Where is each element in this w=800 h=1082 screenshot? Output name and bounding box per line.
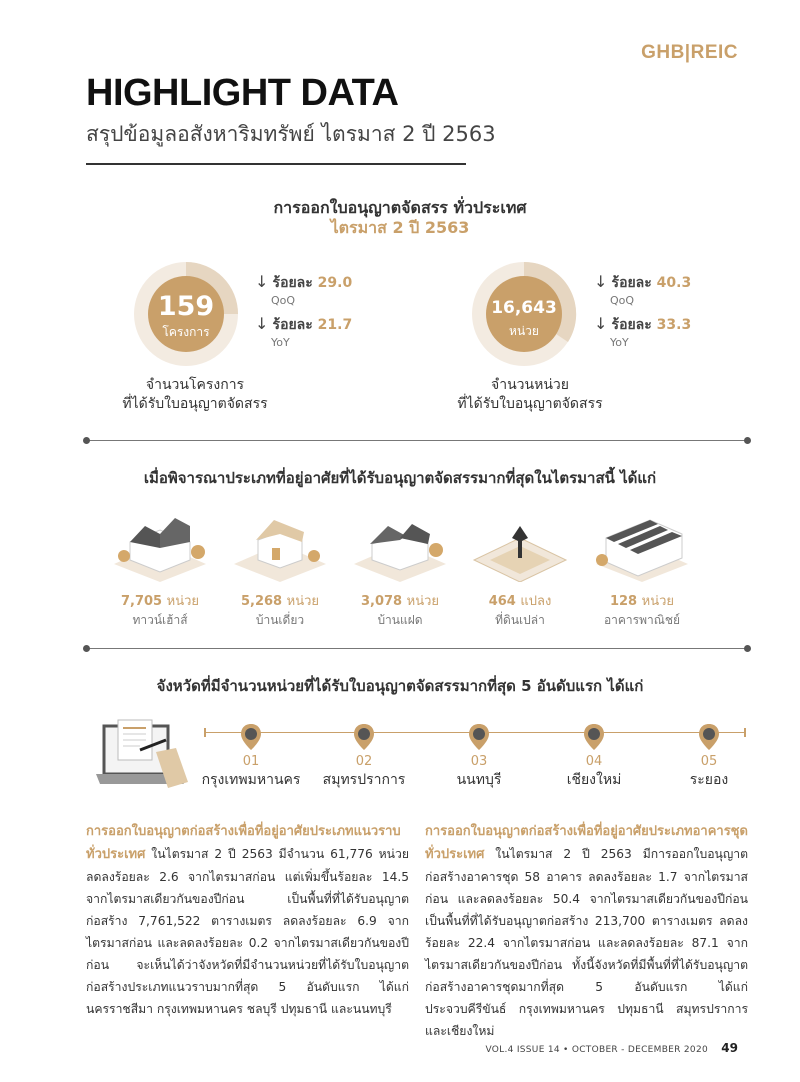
type-item-twin-house: 3,078 หน่วย บ้านแฝด: [360, 594, 440, 627]
type-item-detached-house: 5,268 หน่วย บ้านเดี่ยว: [240, 594, 320, 627]
pin-icon: [698, 723, 720, 751]
type-item-commercial-building: 128 หน่วย อาคารพาณิชย์: [603, 594, 681, 627]
projects-unit: โครงการ: [162, 325, 210, 339]
type-item-vacant-land: 464 แปลง ที่ดินเปล่า: [488, 594, 552, 627]
section-divider: [86, 648, 748, 649]
down-arrow-icon: ↓: [255, 272, 269, 291]
down-arrow-icon: ↓: [255, 314, 269, 333]
page-title: HIGHLIGHT DATA: [86, 72, 399, 114]
permits-period: ไตรมาส 2 ปี 2563: [330, 218, 470, 237]
pin-icon: [240, 723, 262, 751]
type-item-townhouse: 7,705 หน่วย ทาวน์เฮ้าส์: [120, 594, 200, 627]
types-title: เมื่อพิจารณาประเภทที่อยู่อาศัยที่ได้รับอนุญาตจัดสรรมากที่สุดในไตรมาสนี้ ได้แก่: [143, 469, 657, 487]
projects-caption: จำนวนโครงการ ที่ได้รับใบอนุญาตจัดสรร: [122, 377, 268, 412]
detached-house-icon: [230, 508, 330, 582]
province-item-2: 02 สมุทรปราการ: [322, 754, 406, 788]
projects-qoq: ↓ ร้อยละ 29.0 QoQ: [255, 272, 353, 307]
laptop-contract-icon: [96, 716, 192, 796]
vacant-land-icon: [470, 508, 570, 582]
twin-house-icon: [350, 508, 450, 582]
province-item-5: 05 ระยอง: [689, 754, 729, 788]
down-arrow-icon: ↓: [594, 272, 608, 291]
pin-icon: [353, 723, 375, 751]
paragraph-condominium: การออกใบอนุญาตก่อสร้างเพื่อที่อยู่อาศัยประเภทอาคารชุด ทั่วประเทศ ในไตรมาส 2 ปี 2563 มีการออกใบอนุญาตก่อสร้างอาคารชุด 58 อาคาร ลดลงร้อยละ 1.7 จากไตรมาสก่อน และลดลงร้อยละ 50.4 จากไตรมาสเดียวกันของปีก่อน เป็นพื้นที่ที่ได้รับอนุญาตก่อสร้าง 213,700 ตารางเมตร ลดลงร้อยละ 22.4 จากไตรมาสก่อน และลดลงร้อยละ 87.1 จากไตรมาสเดียวกันของปีก่อน ทั้งนี้จังหวัดที่มีพื้นที่ที่ได้รับอนุญาตก่อสร้างอาคารชุดมากที่สุด 5 อันดับแรก ได้แก่ ประจวบคีรีขันธ์ กรุงเทพมหานคร ปทุมธานี สมุทรปราการ และเชียงใหม่: [425, 824, 748, 1038]
issue-footer: VOL.4 ISSUE 14 • OCTOBER - DECEMBER 2020: [485, 1045, 708, 1055]
province-item-1: 01 กรุงเทพมหานคร: [201, 754, 301, 788]
page-subtitle: สรุปข้อมูลอสังหาริมทรัพย์ ไตรมาส 2 ปี 2563: [86, 122, 496, 146]
projects-value: 159: [157, 291, 215, 322]
units-caption: จำนวนหน่วย ที่ได้รับใบอนุญาตจัดสรร: [457, 377, 603, 412]
pin-icon: [468, 723, 490, 751]
townhouse-icon: [110, 508, 210, 582]
page-number: 49: [721, 1041, 738, 1055]
brand-logo: GHB|REIC: [641, 42, 738, 63]
units-value: 16,643: [491, 298, 557, 318]
units-qoq: ↓ ร้อยละ 40.3 QoQ: [594, 272, 692, 307]
commercial-building-icon: [592, 508, 692, 582]
section-divider: [86, 440, 748, 441]
down-arrow-icon: ↓: [594, 314, 608, 333]
units-yoy: ↓ ร้อยละ 33.3 YoY: [594, 314, 692, 349]
projects-yoy: ↓ ร้อยละ 21.7 YoY: [255, 314, 353, 349]
provinces-title: จังหวัดที่มีจำนวนหน่วยที่ได้รับใบอนุญาตจัดสรรมากที่สุด 5 อันดับแรก ได้แก่: [156, 677, 644, 695]
province-item-4: 04 เชียงใหม่: [566, 754, 622, 788]
paragraph-lowrise: การออกใบอนุญาตก่อสร้างเพื่อที่อยู่อาศัยประเภทแนวราบ ทั่วประเทศ ในไตรมาส 2 ปี 2563 มีจำนวน 61,776 หน่วย ลดลงร้อยละ 2.6 จากไตรมาสก่อน แต่เพิ่มขึ้นร้อยละ 14.5 จากไตรมาสเดียวกันของปีก่อน เป็นพื้นที่ที่ได้รับอนุญาตก่อสร้าง 7,761,522 ตารางเมตร ลดลงร้อยละ 6.9 จากไตรมาสก่อน และลดลงร้อยละ 0.2 จากไตรมาสเดียวกันของปีก่อน จะเห็นได้ว่าจังหวัดที่มีจำนวนหน่วยที่ได้รับใบอนุญาตก่อสร้างประเภทแนวราบมากที่สุด 5 อันดับแรก ได้แก่ นครราชสีมา กรุงเทพมหานคร ชลบุรี ปทุมธานี และนนทบุรี: [86, 824, 409, 1016]
pin-icon: [583, 723, 605, 751]
province-item-3: 03 นนทบุรี: [456, 754, 502, 788]
units-unit: หน่วย: [509, 324, 539, 338]
permits-title: การออกใบอนุญาตจัดสรร ทั่วประเทศ: [273, 198, 527, 217]
title-underline: [86, 163, 466, 165]
